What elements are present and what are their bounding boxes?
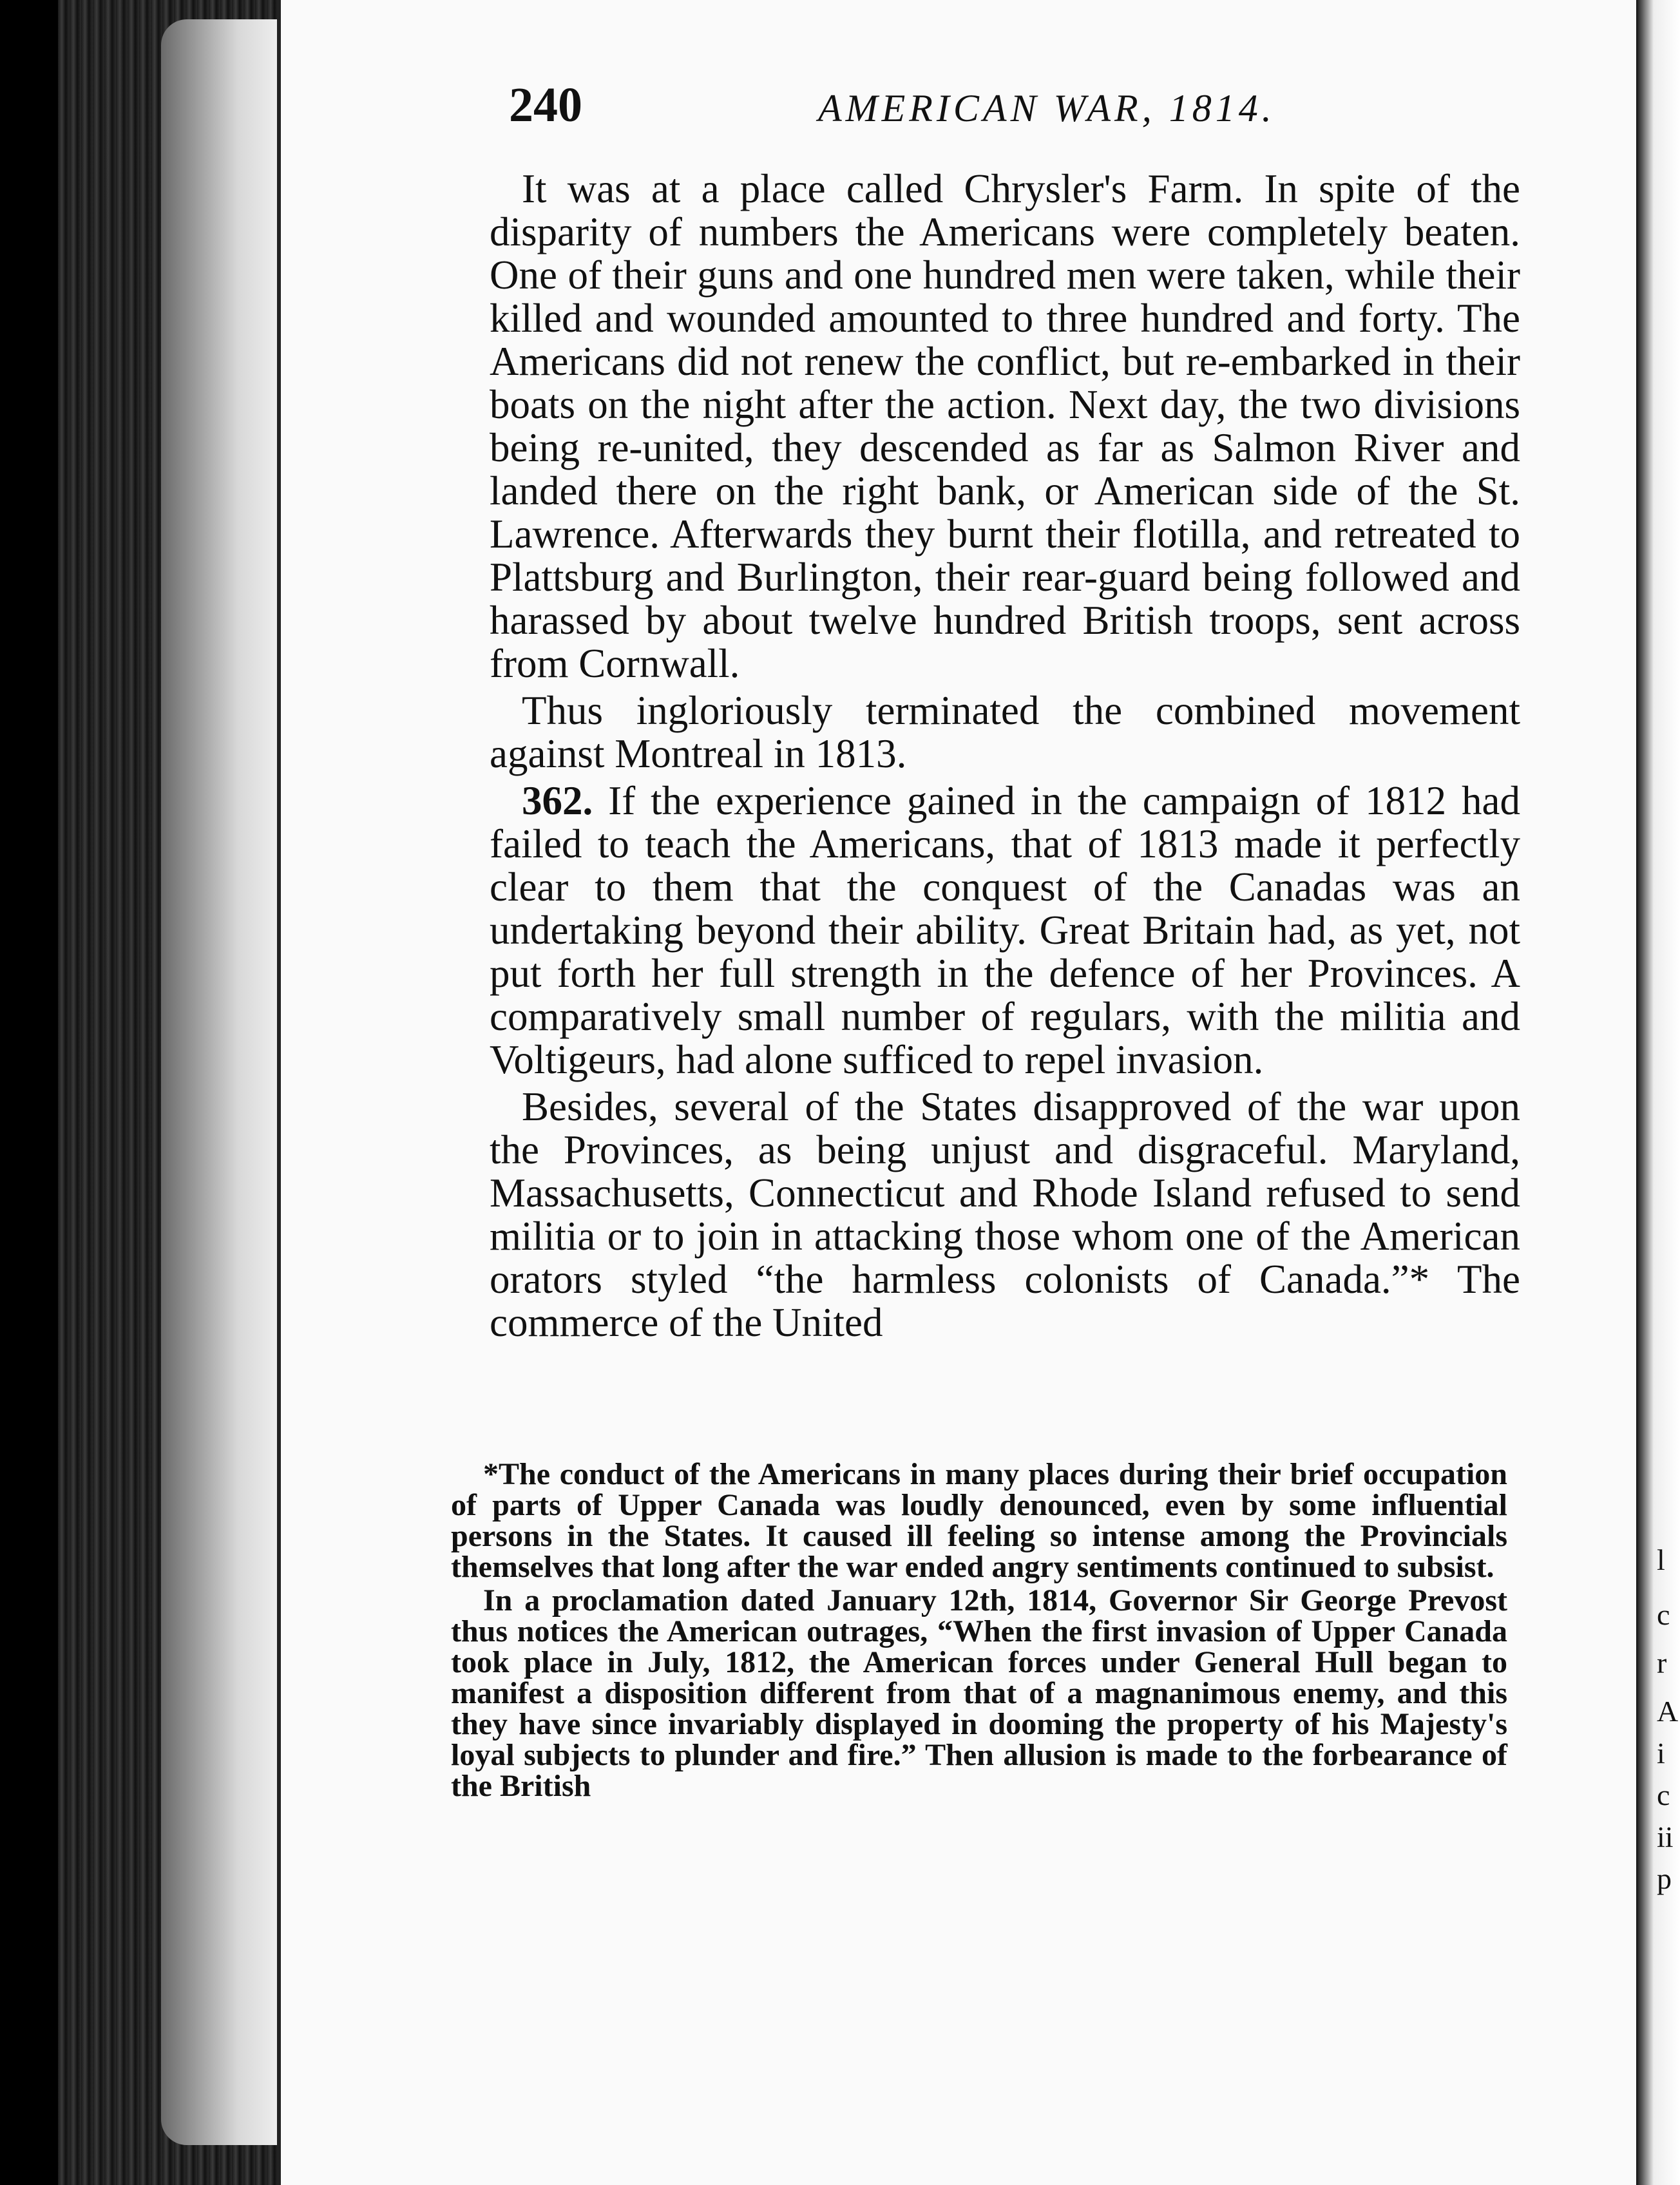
paragraph-text: If the experience gained in the campaign of 1812 had failed to teach the Americans, that of 1813 made it perfectly clear to them that the conquest of the Canadas was an undertaking beyond their ability. Great Britain had, as yet, not put forth her full strength in the defence of her Provinces. A comparatively small number of regulars, with the militia and Voltigeurs, had alone sufficed to repel invasion. [490,778,1521,1082]
facing-page-fragment: i [1657,1737,1665,1770]
footnote: *The conduct of the Americans in many places during their brief occupation of parts of Upper Canada was loudly denounced, even by some influential persons in the States. It caused ill feeling so intense among the Provincials themselves that long after the war ended angry sentiments continued to subsist. [451,1457,1507,1584]
facing-page-fragment: p [1657,1862,1672,1895]
footnote: In a proclamation dated January 12th, 1814, Governor Sir George Prevost thus notices the American outrages, “When the first invasion of Upper Canada took place in July, 1812, the American forces under General Hull began to manifest a disposition different from that of a magnanimous enemy, and this they have since invariably displayed in dooming the property of his Majesty's loyal subjects to plunder and fire.” Then allusion is made to the forbearance of the British [451,1583,1507,1803]
facing-page-fragment: l [1657,1543,1665,1576]
facing-page-fragment: r [1657,1646,1667,1679]
running-head: AMERICAN WAR, 1814. [818,87,1275,129]
page-header [509,77,1540,155]
body-text [490,167,1520,1348]
paragraph-text: It was at a place called Chrysler's Farm. In spite of the disparity of numbers the Americans were completely beaten. One of their guns and one hundred men were taken, while their killed and wounded amounted to three hundred and forty. The Americans did not renew the conflict, but re-embarked in their boats on the night after the action. Next day, the two divisions being re-united, they descended as far as Salmon River and landed there on the right bank, or American side of the St. Lawrence. Afterwards they burnt their flotilla, and retreated to Plattsburg and Burlington, their rear-guard being followed and harassed by about twelve hundred British troops, sent across from Cornwall. [490,166,1520,686]
page-number: 240 [509,78,582,132]
paragraph-text: Besides, several of the States disapproved of the war upon the Provinces, as being unjust and disgraceful. Maryland, Massachusetts, Connecticut and Rhode Island refused to send militia or to join in attacking those whom one of the American orators styled “the harmless colonists of Canada.”* The commerce of the United [490,1084,1520,1345]
facing-page-fragment: A [1657,1695,1679,1728]
paragraph-text: Thus ingloriously terminated the combined movement against Montreal in 1813. [490,688,1520,776]
paragraph [490,167,1520,685]
paragraph [490,689,1520,776]
paragraph-number: 362. [522,778,593,823]
footnotes [451,1459,1507,1804]
paragraph [490,779,1520,1082]
facing-page-edge [1636,0,1680,2185]
facing-page-fragment: c [1657,1598,1670,1631]
facing-page-fragment: c [1657,1779,1670,1811]
page-curl [161,19,290,2145]
paragraph [490,1085,1520,1344]
facing-page-fragment: ii [1657,1820,1674,1853]
